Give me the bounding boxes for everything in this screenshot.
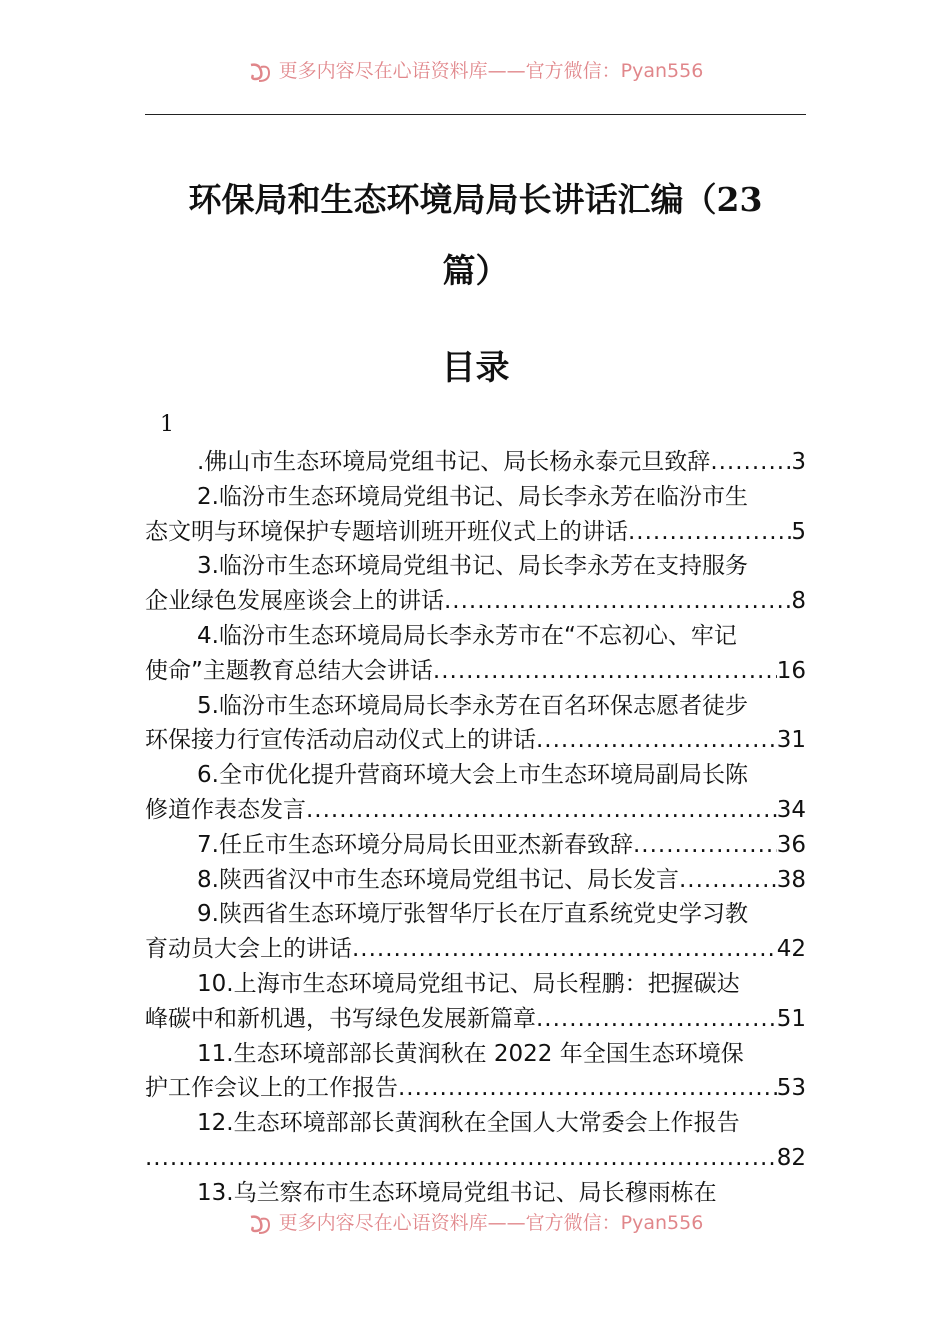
- toc-page-number: 34: [776, 796, 806, 823]
- table-of-contents: [145, 445, 806, 1211]
- toc-entry-line[interactable]: [145, 515, 806, 550]
- toc-entry-line[interactable]: [145, 549, 806, 584]
- toc-entry-text: 峰碳中和新机遇，书写绿色发展新篇章: [145, 1005, 536, 1032]
- toc-entry-text: 环保接力行宣传活动启动仪式上的讲话: [145, 727, 536, 754]
- toc-leader-dots: [679, 863, 777, 898]
- toc-entry-text: 9.陕西省生态环境厅张智华厅长在厅直系统党史学习教: [197, 901, 748, 928]
- toc-entry-text: 8.陕西省汉中市生态环境局党组书记、局长发言: [197, 866, 679, 893]
- toc-page-number: 53: [776, 1075, 806, 1102]
- toc-leader-dots: [398, 1071, 777, 1106]
- toc-entry-line[interactable]: [145, 1002, 806, 1037]
- toc-entry-text: 使命”主题教育总结大会讲话: [145, 657, 433, 684]
- toc-page-number: 16: [776, 657, 806, 684]
- toc-entry-line[interactable]: [145, 967, 806, 1002]
- header-watermark-text: 更多内容尽在心语资料库——官方微信：Pyan556: [278, 60, 704, 82]
- toc-entry-line[interactable]: [145, 863, 806, 898]
- toc-entry-text: 3.临汾市生态环境局党组书记、局长李永芳在支持服务: [197, 553, 748, 580]
- toc-entry-text: .佛山市生态环境局党组书记、局长杨永泰元旦致辞: [197, 449, 711, 475]
- toc-entry-text: 育动员大会上的讲话: [145, 936, 352, 963]
- toc-entry-text: 态文明与环境保护专题培训班开班仪式上的讲话: [145, 518, 628, 545]
- toc-page-number: 3: [791, 449, 806, 475]
- toc-leader-dots: [633, 828, 777, 863]
- toc-leader-dots: [352, 932, 777, 967]
- toc-entry-line[interactable]: [145, 1141, 806, 1176]
- toc-entry-line[interactable]: [145, 1106, 806, 1141]
- document-title-line-1: 环保局和生态环境局局长讲话汇编（23: [188, 180, 763, 219]
- toc-leader-dots: [536, 1002, 777, 1037]
- toc-heading: 目录: [441, 348, 510, 388]
- toc-page-number: 8: [791, 588, 806, 615]
- toc-leader-dots: [628, 515, 791, 550]
- toc-entry-text: 11.生态环境部部长黄润秋在 2022 年全国生态环境保: [197, 1040, 744, 1067]
- header-watermark: [0, 56, 950, 83]
- toc-entry-line[interactable]: [145, 445, 806, 480]
- toc-page-number: 5: [791, 518, 806, 545]
- footer-watermark-text: 更多内容尽在心语资料库——官方微信：Pyan556: [278, 1212, 704, 1234]
- toc-page-number: 36: [776, 831, 806, 858]
- toc-entry-text: 企业绿色发展座谈会上的讲话: [145, 588, 444, 615]
- toc-entry-line[interactable]: [145, 1037, 806, 1072]
- toc-entry-line[interactable]: [145, 1071, 806, 1106]
- toc-entry-text: 2.临汾市生态环境局党组书记、局长李永芳在临汾市生: [197, 483, 748, 510]
- toc-entry-text: 5.临汾市生态环境局局长李永芳在百名环保志愿者徒步: [197, 692, 748, 719]
- watermark-logo-icon: [247, 1213, 273, 1235]
- toc-page-number: 31: [776, 727, 806, 754]
- toc-entry-text: 修道作表态发言: [145, 796, 306, 823]
- toc-entry-text: 4.临汾市生态环境局局长李永芳市在“不忘初心、牢记: [197, 622, 737, 649]
- toc-entry-line[interactable]: [145, 584, 806, 619]
- header-rule: [145, 114, 806, 115]
- toc-leader-dots: [536, 723, 777, 758]
- footer-watermark: [0, 1208, 950, 1235]
- toc-entry-text: 6.全市优化提升营商环境大会上市生态环境局副局长陈: [197, 762, 748, 789]
- toc-entry-line[interactable]: [145, 689, 806, 724]
- toc-leader-dots: [444, 584, 791, 619]
- toc-entry-text: 护工作会议上的工作报告: [145, 1075, 398, 1102]
- toc-page-number: 38: [776, 866, 806, 893]
- toc-entry-line[interactable]: [145, 828, 806, 863]
- toc-entry-line[interactable]: [145, 758, 806, 793]
- toc-entry-line[interactable]: [145, 932, 806, 967]
- toc-entry-line[interactable]: [145, 480, 806, 515]
- watermark-logo-icon: [247, 61, 273, 83]
- toc-page-number: 42: [776, 936, 806, 963]
- toc-entry-line[interactable]: [145, 654, 806, 689]
- toc-entry-text: 13.乌兰察布市生态环境局党组书记、局长穆雨栋在: [197, 1179, 717, 1206]
- toc-entry-line[interactable]: [145, 793, 806, 828]
- toc-entry-line[interactable]: [145, 723, 806, 758]
- toc-page-number: 82: [776, 1144, 806, 1171]
- toc-leader-dots: [710, 445, 791, 480]
- toc-page-number: 51: [776, 1005, 806, 1032]
- toc-entry-line[interactable]: [145, 897, 806, 932]
- toc-leader-dots: [306, 793, 777, 828]
- document-title-line-2: 篇）: [442, 251, 509, 290]
- toc-leader-dots: [145, 1141, 777, 1176]
- toc-entry-line[interactable]: [145, 619, 806, 654]
- toc-entry-text: 7.任丘市生态环境分局局长田亚杰新春致辞: [197, 831, 633, 858]
- toc-entry-text: 10.上海市生态环境局党组书记、局长程鹏：把握碳达: [197, 970, 740, 997]
- toc-entry-line[interactable]: [145, 1176, 806, 1211]
- toc-entry-text: 12.生态环境部部长黄润秋在全国人大常委会上作报告: [197, 1110, 740, 1137]
- toc-first-number: 1: [160, 412, 174, 437]
- toc-leader-dots: [433, 654, 777, 689]
